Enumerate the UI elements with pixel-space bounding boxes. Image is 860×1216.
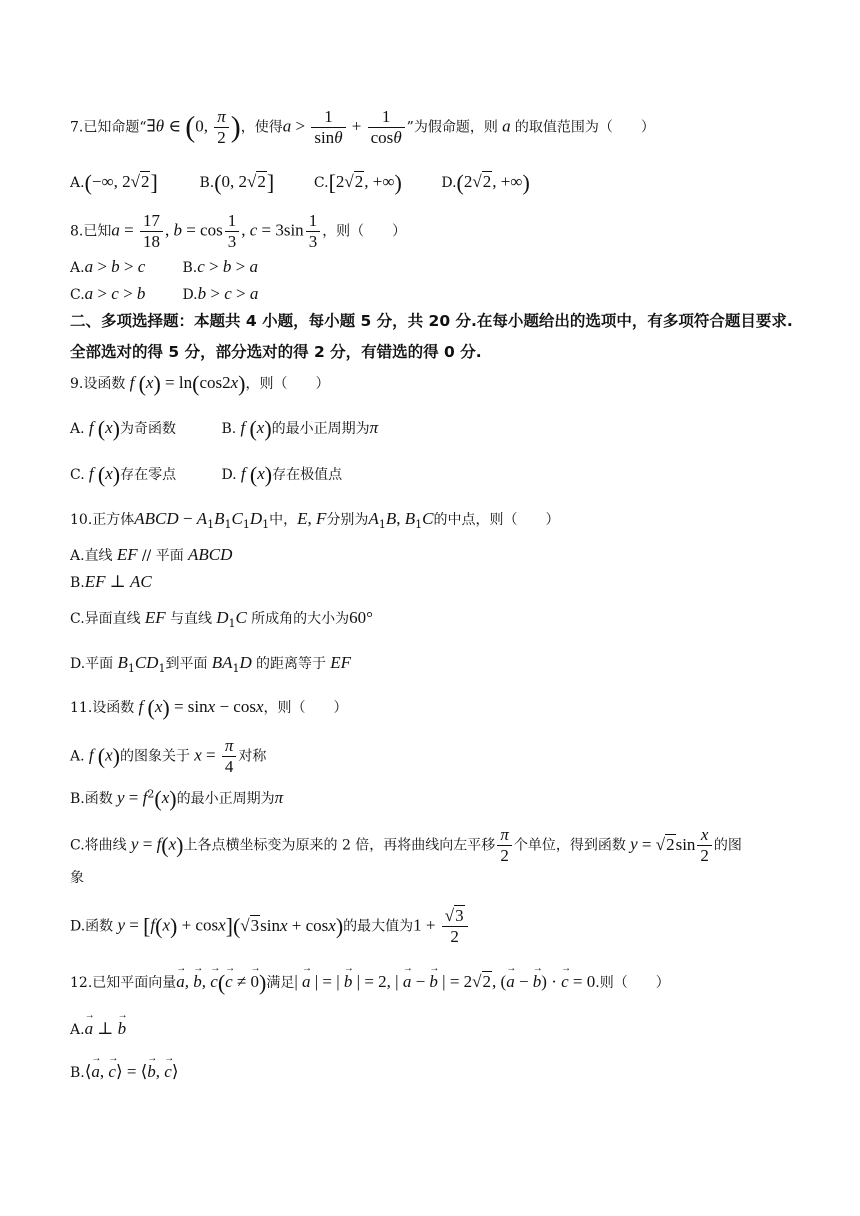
option-a[interactable]: A. f (x)的图象关于 x = $\frac{\pi}{4}$ 对称 <box>70 736 267 776</box>
option-a[interactable]: A.a > b > c <box>70 257 146 276</box>
q10-text: 分别为 <box>326 512 369 528</box>
option-b[interactable]: B. f (x)的最小正周期为π <box>221 416 379 441</box>
option-c[interactable]: C.[2√2, +∞) <box>313 170 402 195</box>
option-a[interactable]: A.直线 EF // 平面 ABCD <box>70 545 233 564</box>
fraction: $\frac{17}{18}$ <box>140 212 163 251</box>
q12-text: 已知平面向量 <box>92 975 177 991</box>
q10-text: 中， <box>269 512 298 528</box>
option-b[interactable]: B.(0, 2√2] <box>199 170 275 195</box>
q9-text: ，则（ ） <box>245 376 330 392</box>
option-d[interactable]: D.平面 $B_1CD_1$到平面 $BA_1D$ 的距离等于 EF <box>70 653 352 675</box>
option-a[interactable]: A. f (x)为奇函数 <box>70 416 176 441</box>
question-number: 11. <box>70 700 93 716</box>
option-a[interactable]: A.(−∞, 2√2] <box>70 170 158 195</box>
question-10: 10.正方体ABCD − $A_1B_1C_1D_1$中，E, F分别为$A_1B$, $B_1C$的中点，则（ ） <box>70 509 560 531</box>
question-9: 9.设函数 f (x) = ln(cos2x)，则（ ） <box>70 371 330 396</box>
question-number: 10. <box>70 512 93 528</box>
question-number: 8. <box>70 223 84 240</box>
q8-text: 已知 <box>83 223 112 240</box>
option-b[interactable]: B.⟨→ a, → c⟩ = ⟨→ b, → c⟩ <box>70 1063 800 1080</box>
option-c[interactable]: C. f (x)存在零点 <box>70 462 177 487</box>
q12-text: 满足 <box>266 975 295 991</box>
fraction: $\frac{\pi}{4}$ <box>222 737 237 776</box>
option-c[interactable]: C.异面直线 EF 与直线 $D_1C$ 所成角的大小为60° <box>70 608 373 630</box>
option-c-continued: 象 <box>70 870 84 886</box>
question-8: 8.已知a = $\frac{17}{18}$ , b = cos $\frac{1}{3}$ , c = 3sin $\frac{1}{3}$ ，则（ ） <box>70 211 407 251</box>
fraction: $\frac{1}{3}$ <box>306 212 321 251</box>
q10-text: 的中点，则（ ） <box>433 512 560 528</box>
question-9-options-row2 <box>70 464 800 486</box>
fraction: $\frac{\pi}{2}$ <box>214 108 229 147</box>
question-number: 12. <box>70 975 93 991</box>
question-8-options-row2 <box>70 285 800 302</box>
fraction: $\frac{1}{3}$ <box>225 212 240 251</box>
option-a[interactable]: A.→ a ⊥ → b <box>70 1020 800 1037</box>
q7-text: ”为假命题，则 <box>406 119 498 136</box>
option-b[interactable]: B.函数 $y = f^2(x)$的最小正周期为π <box>70 786 284 811</box>
fraction: $\frac{\pi}{2}$ <box>497 826 512 865</box>
option-d[interactable]: D.函数 y = [f(x) + cosx](√3sinx + cosx)的最大值为1 + $\frac{√3}{2}$ <box>70 907 800 946</box>
q12-text: .则（ ） <box>595 975 670 991</box>
fraction: $\frac{√3}{2}$ <box>442 907 468 946</box>
q10-text: 正方体 <box>92 512 135 528</box>
option-b[interactable]: B.EF ⊥ AC <box>70 572 152 591</box>
question-number: 7. <box>70 119 84 136</box>
question-12: 12.已知平面向量→ a, → b, → c(→ c ≠ → 0)满足| → a | = | → b | = 2, | → a − → b | = 2√2, (→ a − → b) · → c = 0.则（ ） <box>70 972 800 994</box>
option-d[interactable]: D.b > c > a <box>182 284 259 303</box>
fraction: $\frac{1}{\cos\theta}$ <box>368 108 405 147</box>
question-7-options <box>70 172 800 194</box>
question-number: 9. <box>70 376 84 392</box>
question-11: 11.设函数 f (x) = sinx − cosx，则（ ） <box>70 695 348 720</box>
q7-text: 的取值范围为（ ） <box>514 119 655 136</box>
fraction: $\frac{1}{\sin\theta}$ <box>311 108 345 147</box>
fraction: $\frac{x}{2}$ <box>697 826 712 865</box>
q9-text: 设函数 <box>83 376 126 392</box>
question-7: 7.已知命题“∃θ ∈ (0, $\frac{\pi}{2}$ )，使得a > $\frac{1}{\sin\theta}$ + $\frac{1}{\cos\theta}$ ”为假命题，则 a 的取值范围为（ ） <box>70 107 655 147</box>
q8-text: ，则（ ） <box>322 223 407 240</box>
option-c[interactable]: C.将曲线 y = f(x)上各点横坐标变为原来的 2 倍，再将曲线向左平移 $\frac{\pi}{2}$ 个单位，得到函数 y = √2sin $\frac{x}{2}$ 的图 <box>70 825 742 865</box>
q11-text: 设函数 <box>92 700 135 716</box>
question-8-options-row1 <box>70 258 800 275</box>
option-d[interactable]: D.(2√2, +∞) <box>441 170 530 195</box>
q7-text: ，使得 <box>240 119 283 136</box>
q7-text: 已知命题“ <box>83 119 147 136</box>
section-heading: 二、多项选择题：本题共 4 小题，每小题 5 分，共 20 分.在每小题给出的选项中，有多项符合题目要求.全部选对的得 5 分，部分选对的得 2 分，有错选的得 0 分. <box>70 312 793 361</box>
q11-text: ，则（ ） <box>263 700 348 716</box>
question-9-options-row1 <box>70 418 800 440</box>
option-c[interactable]: C.a > c > b <box>70 284 146 303</box>
option-b[interactable]: B.c > b > a <box>182 257 258 276</box>
option-d[interactable]: D. f (x)存在极值点 <box>221 462 343 487</box>
